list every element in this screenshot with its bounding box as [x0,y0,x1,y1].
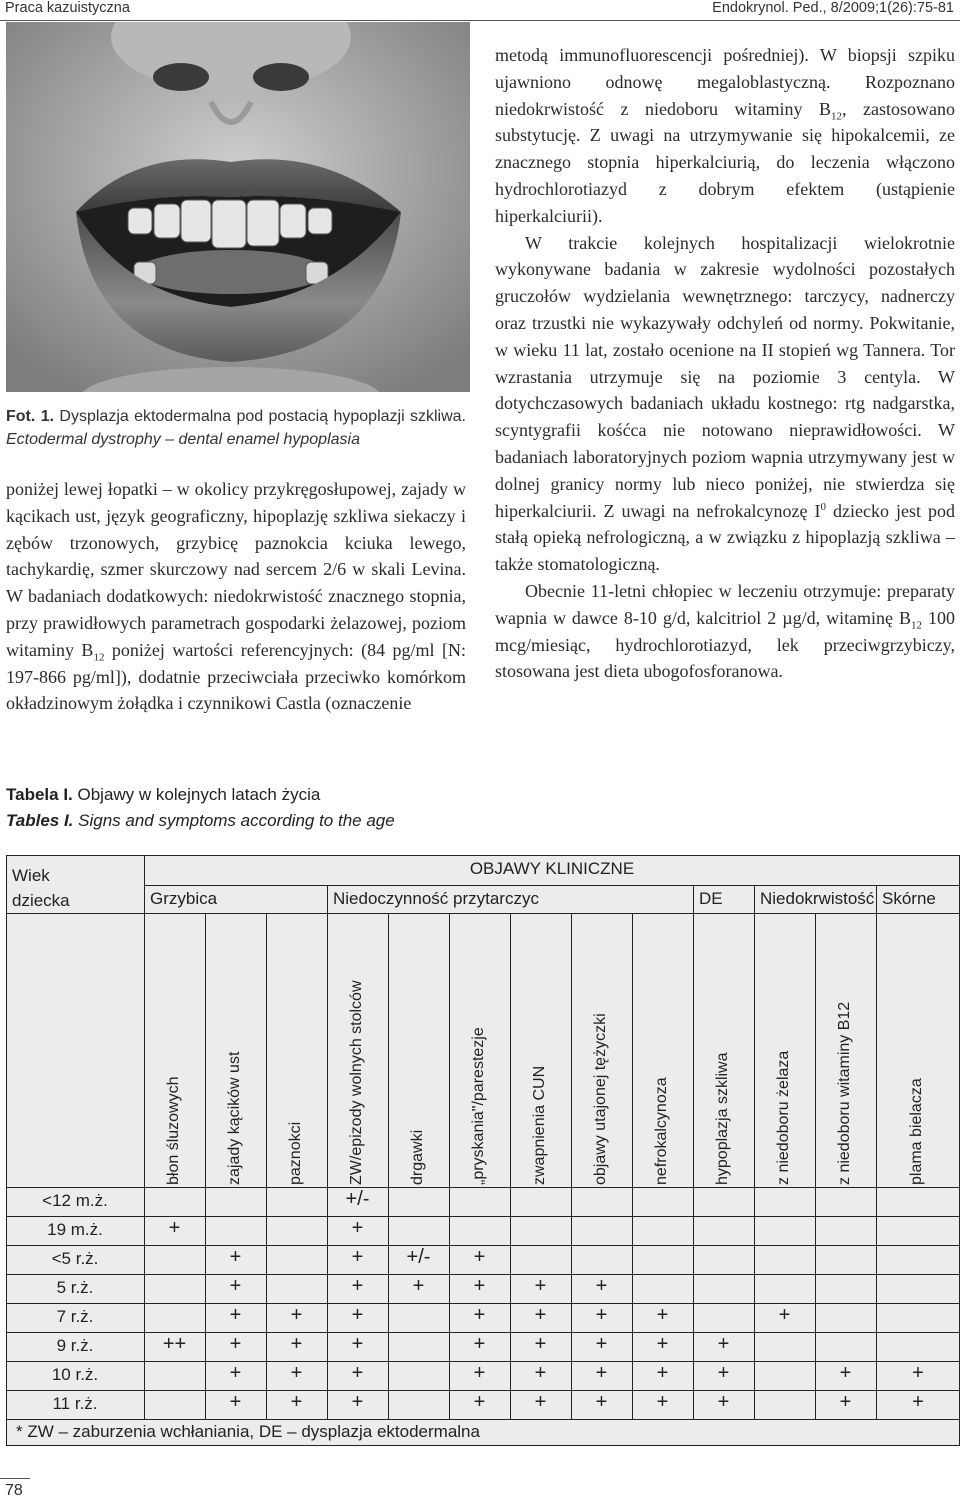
symptom-group-label: Skórne [882,889,936,908]
table-cell-mark: + [534,1333,547,1355]
symptom-group-label: DE [699,889,723,908]
symptom-group-label: Grzybica [150,889,218,908]
group-border [754,885,755,913]
age-column-header: Wiek dziecka [12,866,70,910]
table-row-age: 7 r.ż. [56,1307,94,1326]
column-border [449,913,450,1419]
figure-photo-teeth [6,22,470,392]
symptom-group-label: Niedoczynność przytarczyc [333,889,539,908]
table-caption-polish: Tabela I. Objawy w kolejnych latach życia [6,785,321,804]
symptom-column-header: ZW/epizody wolnych stolców [347,980,365,1185]
table-cell-mark: + [717,1333,730,1355]
row-border [6,1216,960,1217]
row-border [6,1332,960,1333]
table-cell-mark: + [290,1304,303,1326]
table-cell-mark: + [290,1362,303,1384]
table-cell-mark: + [290,1333,303,1355]
table-cell-mark: ++ [162,1333,187,1355]
table-row-age: <12 m.ż. [42,1191,108,1210]
table-cell-mark: +/- [345,1188,370,1210]
column-border [205,913,206,1419]
age-column-border [144,855,145,1419]
mouth-photo-illustration [6,22,470,392]
figure-caption-english: Ectodermal dystrophy – dental enamel hypoplasia [6,431,360,448]
column-border [754,913,755,1419]
table-cell-mark: + [473,1246,486,1268]
column-border [327,913,328,1419]
figure-caption-polish: Dysplazja ektodermalna pod postacią hypoplazji szkliwa. [59,408,466,425]
table-cell-mark: + [351,1391,364,1413]
table-cell-mark: + [168,1217,181,1239]
table-cell-mark: + [351,1275,364,1297]
table-cell-mark: +/- [406,1246,431,1268]
symptom-column-header: z niedoboru witaminy B12 [835,1001,853,1185]
table-cell-mark: + [473,1362,486,1384]
table-border-bottom [6,1445,960,1446]
table-cell-mark: + [229,1391,242,1413]
table-cell-mark: + [595,1362,608,1384]
header-rule [0,20,960,21]
row-border [6,1390,960,1391]
table-cell-mark: + [229,1275,242,1297]
row-border [6,1245,960,1246]
table-cell-mark: + [229,1362,242,1384]
column-border [632,913,633,1419]
symptom-column-header: paznokci [286,1121,304,1185]
column-border [571,913,572,1419]
table-cell-mark: + [534,1362,547,1384]
table-border-left [6,855,7,1445]
header-rule-super [144,885,960,886]
table-cell-mark: + [778,1304,791,1326]
table-cell-mark: + [351,1304,364,1326]
table-caption-english: Tables I. Signs and symptoms according to the age [6,811,395,830]
table-footnote: * ZW – zaburzenia wchłaniania, DE – dysplazja ektodermalna [16,1422,480,1441]
table-cell-mark: + [351,1362,364,1384]
running-head-section: Praca kazuistyczna [5,0,130,16]
column-border [876,913,877,1419]
table-cell-mark: + [534,1391,547,1413]
table-row-age: 19 m.ż. [47,1220,103,1239]
column-border [388,913,389,1419]
symptom-column-header: zwapnienia CUN [530,1065,548,1185]
row-border [6,1303,960,1304]
table-cell-mark: + [534,1275,547,1297]
header-rule-columns [6,1187,960,1188]
table-row-age: 11 r.ż. [52,1394,98,1413]
clinical-symptoms-header: OBJAWY KLINICZNE [469,859,635,878]
table-cell-mark: + [656,1333,669,1355]
table-cell-mark: + [351,1246,364,1268]
left-paragraph-1: poniżej lewej łopatki – w okolicy przykręgosłupowej, zajady w kącikach ust, język geograficzny, hipoplazję szkliwa siekaczy i zębów trzonowych, grzybicę paznokcia kciuka lewego, tachykardię, szmer skurczowy nad sercem 2/6 w skali Levina. W badaniach dodatkowych: niedokrwistość znacznego stopnia, przy prawidłowych parametrach gospodarki żelazowej, poziom witaminy $B_{12}$ poniżej wartości referencyjnych: (84 pg/ml [N: 197-866 pg/ml]), dodatnie przeciwciała przeciwko komórkom okładzinowym żołądka i czynnikowi Castla (oznaczenie [6,479,466,714]
group-border [693,885,694,913]
table-cell-mark: + [473,1304,486,1326]
table-cell-mark: + [595,1391,608,1413]
footer-rule [0,1478,30,1479]
symptom-column-header: z niedoboru żelaza [774,1050,792,1185]
table-cell-mark: + [656,1391,669,1413]
table-cell-mark: + [839,1362,852,1384]
right-paragraph-3: Obecnie 11-letni chłopiec w leczeniu otrzymuje: preparaty wapnia w dawce 8-10 g/d, kalcitriol 2 µg/d, witaminę $B_{12}$ 100 mcg/miesiąc, hydrochlorotiazyd, lek przeciwgrzybiczy, stosowana jest dieta ubogofosforanowa. [495,580,956,682]
figure-label: Fot. 1. [6,408,55,425]
table-row-age: 10 r.ż. [51,1365,99,1384]
table-caption [6,782,395,834]
column-border [815,913,816,1419]
figure-caption [6,405,466,451]
running-head-citation: Endokrynol. Ped., 8/2009;1(26):75-81 [712,0,954,16]
page-number: 78 [5,1482,23,1499]
symptom-column-header: hypoplazja szkliwa [713,1052,731,1185]
table-cell-mark: + [912,1391,924,1413]
table-border-top [6,855,960,856]
row-border [6,1274,960,1275]
symptom-column-header: drgawki [408,1129,426,1185]
right-paragraph-2: W trakcie kolejnych hospitalizacji wielokrotnie wykonywane badania w zakresie wydolności pozostałych gruczołów wydzielania wewnętrznego: tarczycy, nadnerczy oraz trzustki nie wykazywały odchyleń od normy. Pokwitanie, w wieku 11 lat, zostało ocenione na II stopień wg Tannera. Tor wzrastania utrzymuje się na poziomie 3 centyla. W dotychczasowych badaniach układu kostnego: rtg nadgarstka, scyntygrafii kośćca nie notowano nieprawidłowości. W badaniach laboratoryjnych poziom wapnia utrzymywany jest w dolnej granicy normy lub nieco poniżej, nie stwierdza się hiperkalciurii. Z uwagi na nefrokalcynozę $I^0$ dziecko jest pod stałą opieką nefrologiczną, a w związku z hipoplazją szkliwa – także stomatologiczną. [495,232,955,575]
symptoms-table [6,855,960,1445]
symptom-column-header: zajady kącików ust [225,1051,243,1185]
table-cell-mark: + [351,1217,364,1239]
table-cell-mark: + [717,1362,730,1384]
table-cell-mark: + [595,1275,608,1297]
group-border [327,885,328,913]
symptom-column-header: błon śluzowych [164,1076,182,1185]
symptom-column-header: plama bielacza [908,1078,925,1185]
table-cell-mark: + [473,1333,486,1355]
table-row-age: <5 r.ż. [51,1249,99,1268]
symptom-column-header: „pryskania"/parestezje [469,1027,487,1185]
table-cell-mark: + [229,1246,242,1268]
column-border [266,913,267,1419]
symptom-group-label: Niedokrwistość [760,889,875,908]
table-row-age: 5 r.ż. [56,1278,94,1297]
right-paragraph-1: metodą immunofluorescencji pośredniej). W biopsji szpiku ujawniono odnowę megaloblastyczną. Rozpoznano niedokrwistość z niedoboru witaminy $B_{12}$, zastosowano substytucję. Z uwagi na utrzymywanie się hipokalcemii, ze znacznego stopnia hiperkalciurią, do leczenia włączono hydrochlorotiazyd z dobrym efektem (ustąpienie hiperkalciurii). [495,45,955,226]
table-cell-mark: + [656,1304,669,1326]
table-cell-mark: + [912,1362,924,1384]
header-rule-groups [6,913,960,914]
table-cell-mark: + [351,1333,364,1355]
symptom-column-header: nefrokalcynoza [652,1077,670,1185]
column-border [693,913,694,1419]
left-text-column [6,476,466,717]
table-cell-mark: + [534,1304,547,1326]
table-cell-mark: + [717,1391,730,1413]
table-cell-mark: + [473,1275,486,1297]
table-cell-mark: + [229,1304,242,1326]
right-text-column [495,42,955,685]
table-cell-mark: + [412,1275,425,1297]
table-cell-mark: + [656,1362,669,1384]
group-border [876,885,877,913]
table-row-age: 9 r.ż. [56,1336,94,1355]
table-cell-mark: + [473,1391,486,1413]
table-cell-mark: + [229,1333,242,1355]
column-border [510,913,511,1419]
table-cell-mark: + [839,1391,852,1413]
footnote-rule [6,1419,960,1420]
table-cell-mark: + [595,1333,608,1355]
table-cell-mark: + [595,1304,608,1326]
symptom-column-header: objawy utajonej tężyczki [591,1013,609,1185]
table-cell-mark: + [290,1391,303,1413]
row-border [6,1361,960,1362]
